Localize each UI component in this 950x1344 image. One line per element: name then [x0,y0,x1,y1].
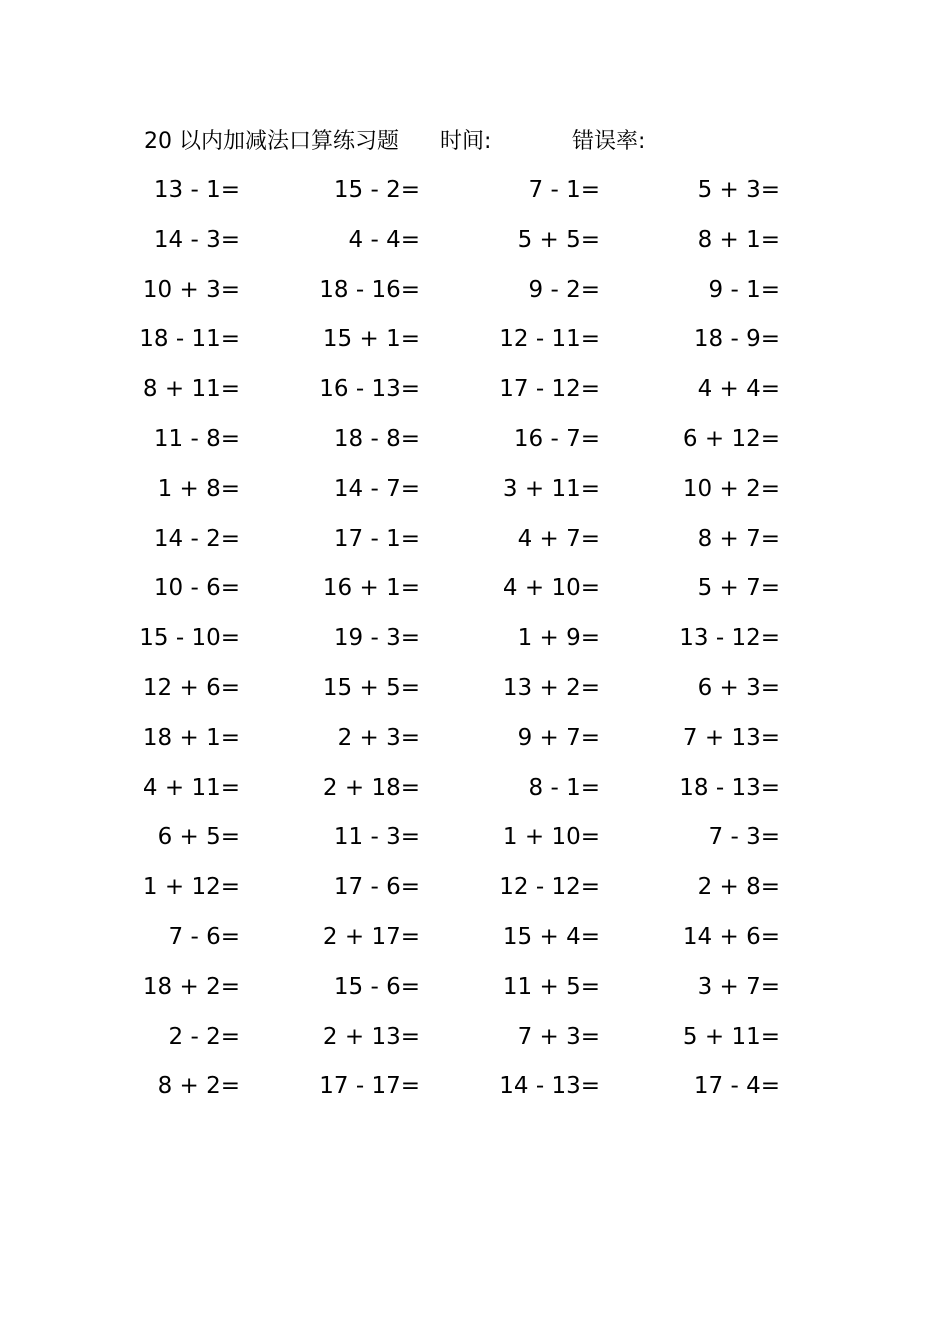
arithmetic-problem: 4 + 7= [517,525,600,552]
arithmetic-problem: 1 + 12= [142,874,240,901]
arithmetic-problem: 4 - 4= [348,226,420,253]
arithmetic-problem: 18 + 2= [142,973,240,1000]
arithmetic-problem: 17 - 6= [333,874,420,901]
arithmetic-problem: 17 - 1= [333,525,420,552]
arithmetic-problem: 18 - 9= [693,326,780,353]
arithmetic-problem: 18 + 1= [142,724,240,751]
arithmetic-problem: 7 + 13= [682,724,780,751]
arithmetic-problem: 10 + 2= [682,475,780,502]
arithmetic-problem: 11 + 5= [502,973,600,1000]
arithmetic-problem: 15 - 2= [333,177,420,203]
arithmetic-problem: 13 - 1= [153,177,240,203]
arithmetic-problem: 9 - 1= [708,276,780,303]
arithmetic-problem: 2 + 13= [322,1023,420,1050]
arithmetic-problem: 17 - 12= [499,376,600,403]
arithmetic-problem: 12 - 12= [499,874,600,901]
problem-row [120,614,820,664]
arithmetic-problem: 1 + 8= [157,475,240,502]
problem-row [120,266,820,316]
arithmetic-problem: 9 + 7= [517,724,600,751]
arithmetic-problem: 18 - 16= [319,276,420,303]
arithmetic-problem: 8 - 1= [528,774,600,801]
arithmetic-problem: 2 + 8= [697,874,780,901]
arithmetic-problem: 10 - 6= [153,575,240,602]
arithmetic-problem: 5 + 7= [697,575,780,602]
arithmetic-problem: 15 - 6= [333,973,420,1000]
arithmetic-problem: 5 + 11= [682,1023,780,1050]
arithmetic-problem: 16 + 1= [322,575,420,602]
problem-row [120,664,820,714]
arithmetic-problem: 17 - 17= [319,1073,420,1100]
arithmetic-problem: 4 + 11= [142,774,240,801]
problem-row [120,714,820,764]
arithmetic-problem: 8 + 1= [697,226,780,253]
arithmetic-problem: 15 + 1= [322,326,420,353]
arithmetic-problem: 15 + 5= [322,674,420,701]
arithmetic-problem: 2 + 3= [337,724,420,751]
arithmetic-problem: 11 - 8= [153,425,240,452]
problem-row [120,863,820,913]
arithmetic-problem: 7 - 1= [528,177,600,203]
arithmetic-problem: 5 + 5= [517,226,600,253]
arithmetic-problem: 15 + 4= [502,923,600,950]
problem-row [120,415,820,465]
arithmetic-problem: 7 - 3= [708,824,780,851]
problem-row [120,315,820,365]
problem-row [120,515,820,565]
arithmetic-problem: 4 + 10= [502,575,600,602]
arithmetic-problem: 14 - 2= [153,525,240,552]
arithmetic-problem: 14 + 6= [682,923,780,950]
arithmetic-problem: 6 + 12= [682,425,780,452]
arithmetic-problem: 13 + 2= [502,674,600,701]
arithmetic-problem: 9 - 2= [528,276,600,303]
arithmetic-problem: 17 - 4= [693,1073,780,1100]
arithmetic-problem: 11 - 3= [333,824,420,851]
problem-row [120,465,820,515]
arithmetic-problem: 3 + 11= [502,475,600,502]
problem-row [120,564,820,614]
arithmetic-problem: 2 + 18= [322,774,420,801]
arithmetic-problem: 2 - 2= [168,1023,240,1050]
time-label: 时间: [440,129,492,154]
problem-row [120,1062,820,1112]
problem-grid [120,166,820,1112]
arithmetic-problem: 1 + 9= [517,625,600,652]
arithmetic-problem: 1 + 10= [502,824,600,851]
problem-row [120,813,820,863]
problem-row [120,365,820,415]
arithmetic-problem: 10 + 3= [142,276,240,303]
problem-row [120,913,820,963]
arithmetic-problem: 14 - 13= [499,1073,600,1100]
arithmetic-problem: 18 - 11= [139,326,240,353]
arithmetic-problem: 14 - 7= [333,475,420,502]
arithmetic-problem: 16 - 13= [319,376,420,403]
problem-row [120,216,820,266]
problem-row [120,963,820,1013]
arithmetic-problem: 16 - 7= [513,425,600,452]
problem-row [120,764,820,814]
arithmetic-problem: 3 + 7= [697,973,780,1000]
arithmetic-problem: 8 + 11= [142,376,240,403]
error-rate-label: 错误率: [572,129,646,154]
worksheet-title: 20 以内加减法口算练习题 [144,129,399,154]
arithmetic-problem: 14 - 3= [153,226,240,253]
arithmetic-problem: 5 + 3= [697,177,780,203]
arithmetic-problem: 6 + 5= [157,824,240,851]
problem-row [120,166,820,216]
arithmetic-problem: 7 - 6= [168,923,240,950]
problem-row [120,1013,820,1063]
arithmetic-problem: 18 - 8= [333,425,420,452]
arithmetic-problem: 8 + 2= [157,1073,240,1100]
arithmetic-problem: 12 - 11= [499,326,600,353]
arithmetic-problem: 12 + 6= [142,674,240,701]
arithmetic-problem: 8 + 7= [697,525,780,552]
arithmetic-problem: 18 - 13= [679,774,780,801]
arithmetic-problem: 19 - 3= [333,625,420,652]
arithmetic-problem: 2 + 17= [322,923,420,950]
arithmetic-problem: 4 + 4= [697,376,780,403]
arithmetic-problem: 13 - 12= [679,625,780,652]
arithmetic-problem: 15 - 10= [139,625,240,652]
arithmetic-problem: 6 + 3= [697,674,780,701]
arithmetic-problem: 7 + 3= [517,1023,600,1050]
